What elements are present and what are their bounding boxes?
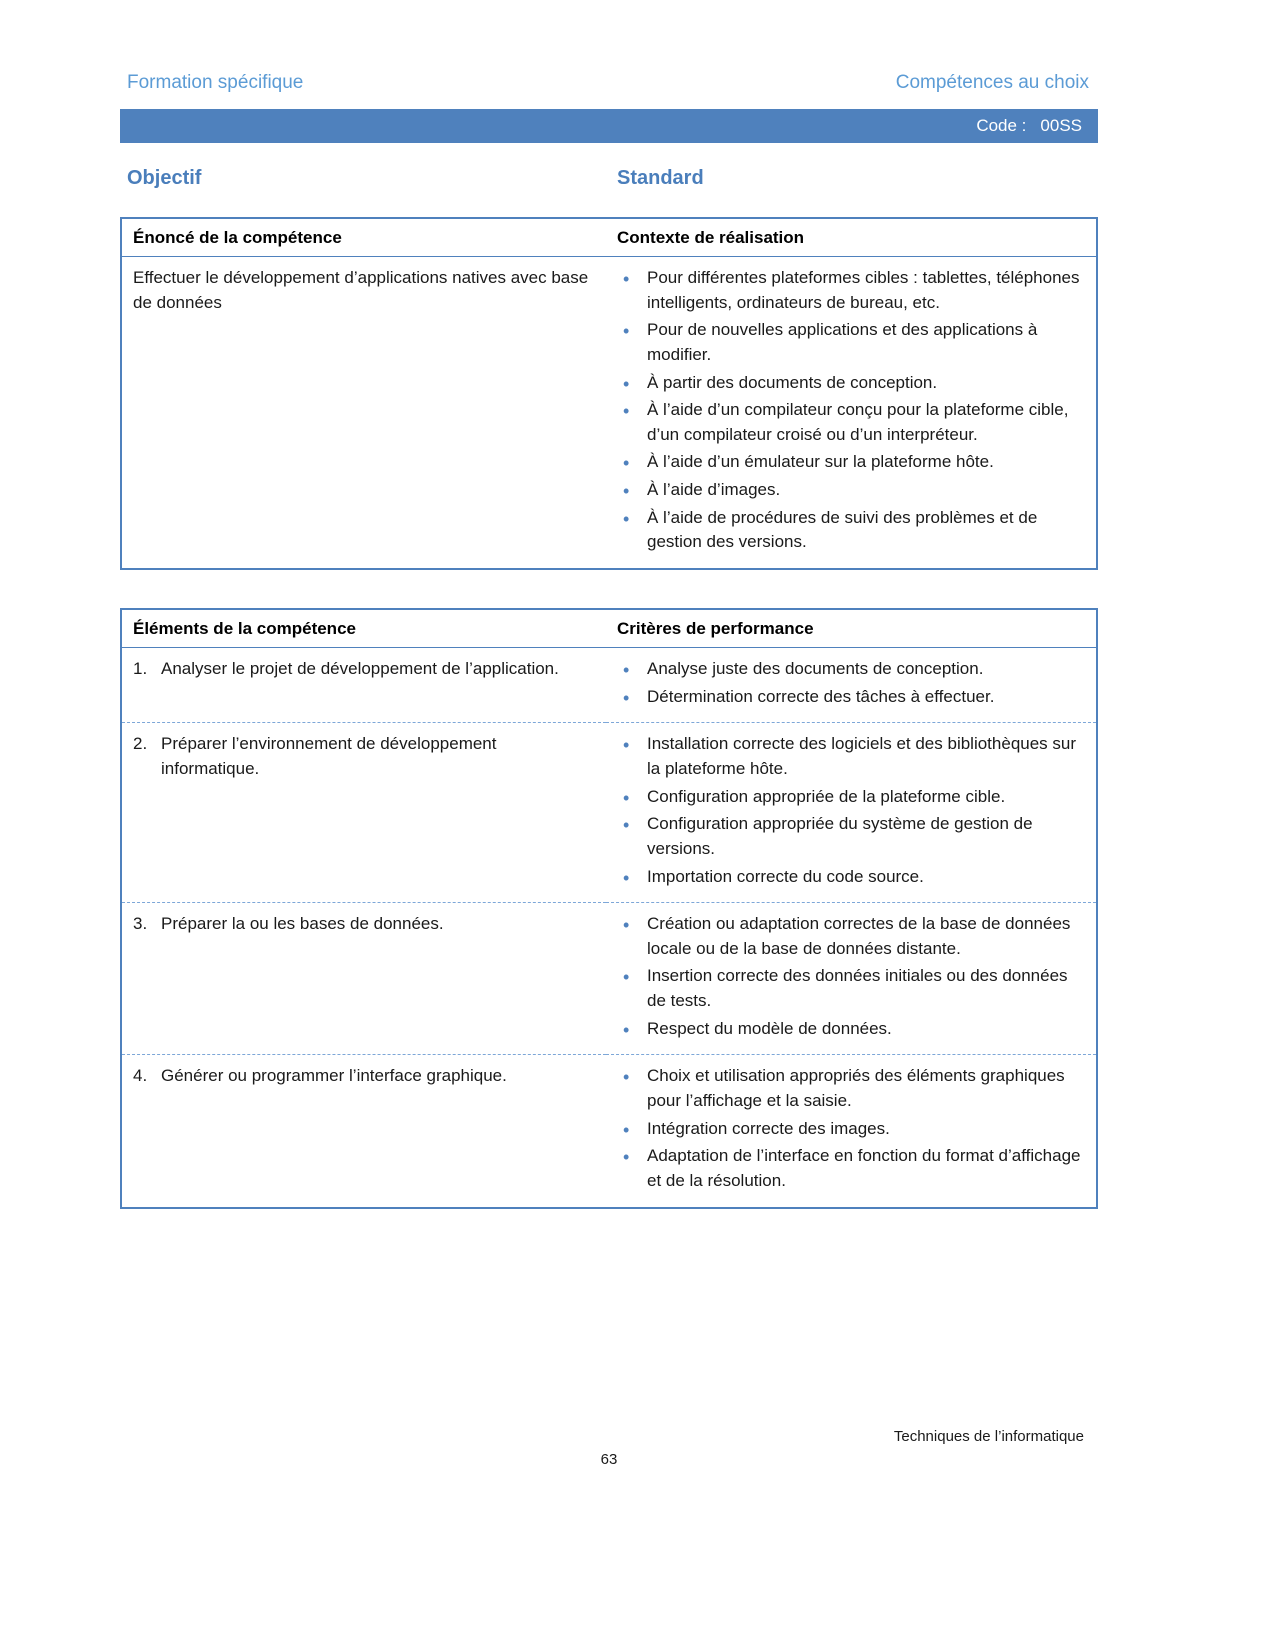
code-value: 00SS xyxy=(1040,116,1082,135)
contexte-item: • À l’aide d’un émulateur sur la plateforme hôte. xyxy=(617,450,1085,475)
criteres-cell xyxy=(606,1055,1097,1208)
header-right-label: Compétences au choix xyxy=(895,72,1089,93)
page-header xyxy=(127,72,1089,94)
element-number: 2. xyxy=(133,734,148,754)
element-row xyxy=(121,648,1097,723)
critere-item: • Insertion correcte des données initiales ou des données de tests. xyxy=(617,964,1085,1013)
code-banner xyxy=(120,109,1098,143)
enonce-text: Effectuer le développement d’applications natives avec base de données xyxy=(133,268,589,312)
contexte-item: • À l’aide d’images. xyxy=(617,478,1085,503)
contexte-col-header: Contexte de réalisation xyxy=(606,218,1097,257)
element-text: Générer ou programmer l’interface graphique. xyxy=(161,1066,507,1086)
critere-item: • Détermination correcte des tâches à effectuer. xyxy=(617,685,1085,710)
element-text: Préparer l’environnement de développement informatique. xyxy=(161,734,497,778)
elements-table xyxy=(120,608,1098,1209)
critere-item: • Respect du modèle de données. xyxy=(617,1017,1085,1042)
code-label: Code : xyxy=(976,116,1027,135)
criteres-bullet-list xyxy=(617,1064,1085,1193)
critere-item: • Analyse juste des documents de conception. xyxy=(617,657,1085,682)
enonce-col-header: Énoncé de la compétence xyxy=(121,218,606,257)
critere-item: • Importation correcte du code source. xyxy=(617,865,1085,890)
criteres-col-header: Critères de performance xyxy=(606,609,1097,648)
element-row xyxy=(121,903,1097,1055)
element-entry xyxy=(133,732,595,781)
element-text: Préparer la ou les bases de données. xyxy=(161,914,444,934)
header-left-label: Formation spécifique xyxy=(127,72,304,93)
contexte-item: • Pour différentes plateformes cibles : tablettes, téléphones intelligents, ordinateurs de bureau, etc. xyxy=(617,266,1085,315)
section-headings xyxy=(120,167,1098,190)
element-number: 4. xyxy=(133,1066,148,1086)
criteres-cell xyxy=(606,903,1097,1055)
contexte-item: • À partir des documents de conception. xyxy=(617,371,1085,396)
critere-item: • Création ou adaptation correctes de la base de données locale ou de la base de données distante. xyxy=(617,912,1085,961)
element-number: 3. xyxy=(133,914,148,934)
enonce-table-header-row xyxy=(121,218,1097,257)
element-number: 1. xyxy=(133,659,148,679)
elements-table-header-row xyxy=(121,609,1097,648)
criteres-bullet-list xyxy=(617,657,1085,709)
criteres-cell xyxy=(606,723,1097,903)
critere-item: • Choix et utilisation appropriés des éléments graphiques pour l’affichage et la saisie. xyxy=(617,1064,1085,1113)
enonce-table xyxy=(120,217,1098,570)
footer-document-title: Techniques de l’informatique xyxy=(893,1428,1084,1445)
contexte-item: • À l’aide de procédures de suivi des problèmes et de gestion des versions. xyxy=(617,506,1085,555)
element-cell xyxy=(121,648,606,723)
element-cell xyxy=(121,1055,606,1208)
elements-col-header: Éléments de la compétence xyxy=(121,609,606,648)
objectif-heading: Objectif xyxy=(127,167,202,189)
criteres-cell xyxy=(606,648,1097,723)
critere-item: • Configuration appropriée de la plateforme cible. xyxy=(617,785,1085,810)
element-entry xyxy=(133,657,595,682)
standard-heading: Standard xyxy=(617,167,704,189)
contexte-item: • À l’aide d’un compilateur conçu pour la plateforme cible, d’un compilateur croisé ou d’un interpréteur. xyxy=(617,398,1085,447)
critere-item: • Intégration correcte des images. xyxy=(617,1117,1085,1142)
element-entry xyxy=(133,1064,595,1089)
critere-item: • Installation correcte des logiciels et des bibliothèques sur la plateforme hôte. xyxy=(617,732,1085,781)
element-text: Analyser le projet de développement de l’application. xyxy=(161,659,559,679)
contexte-cell xyxy=(606,257,1097,570)
enonce-table-body-row xyxy=(121,257,1097,570)
criteres-bullet-list xyxy=(617,912,1085,1041)
element-row xyxy=(121,723,1097,903)
page-content xyxy=(120,0,1098,1209)
element-cell xyxy=(121,723,606,903)
page-number: 63 xyxy=(600,1451,618,1468)
critere-item: • Adaptation de l’interface en fonction du format d’affichage et de la résolution. xyxy=(617,1144,1085,1193)
contexte-item: • Pour de nouvelles applications et des applications à modifier. xyxy=(617,318,1085,367)
element-row xyxy=(121,1055,1097,1208)
element-entry xyxy=(133,912,595,937)
element-cell xyxy=(121,903,606,1055)
criteres-bullet-list xyxy=(617,732,1085,889)
critere-item: • Configuration appropriée du système de gestion de versions. xyxy=(617,812,1085,861)
contexte-bullet-list xyxy=(617,266,1085,555)
page-footer xyxy=(120,1428,1098,1468)
enonce-cell xyxy=(121,257,606,570)
